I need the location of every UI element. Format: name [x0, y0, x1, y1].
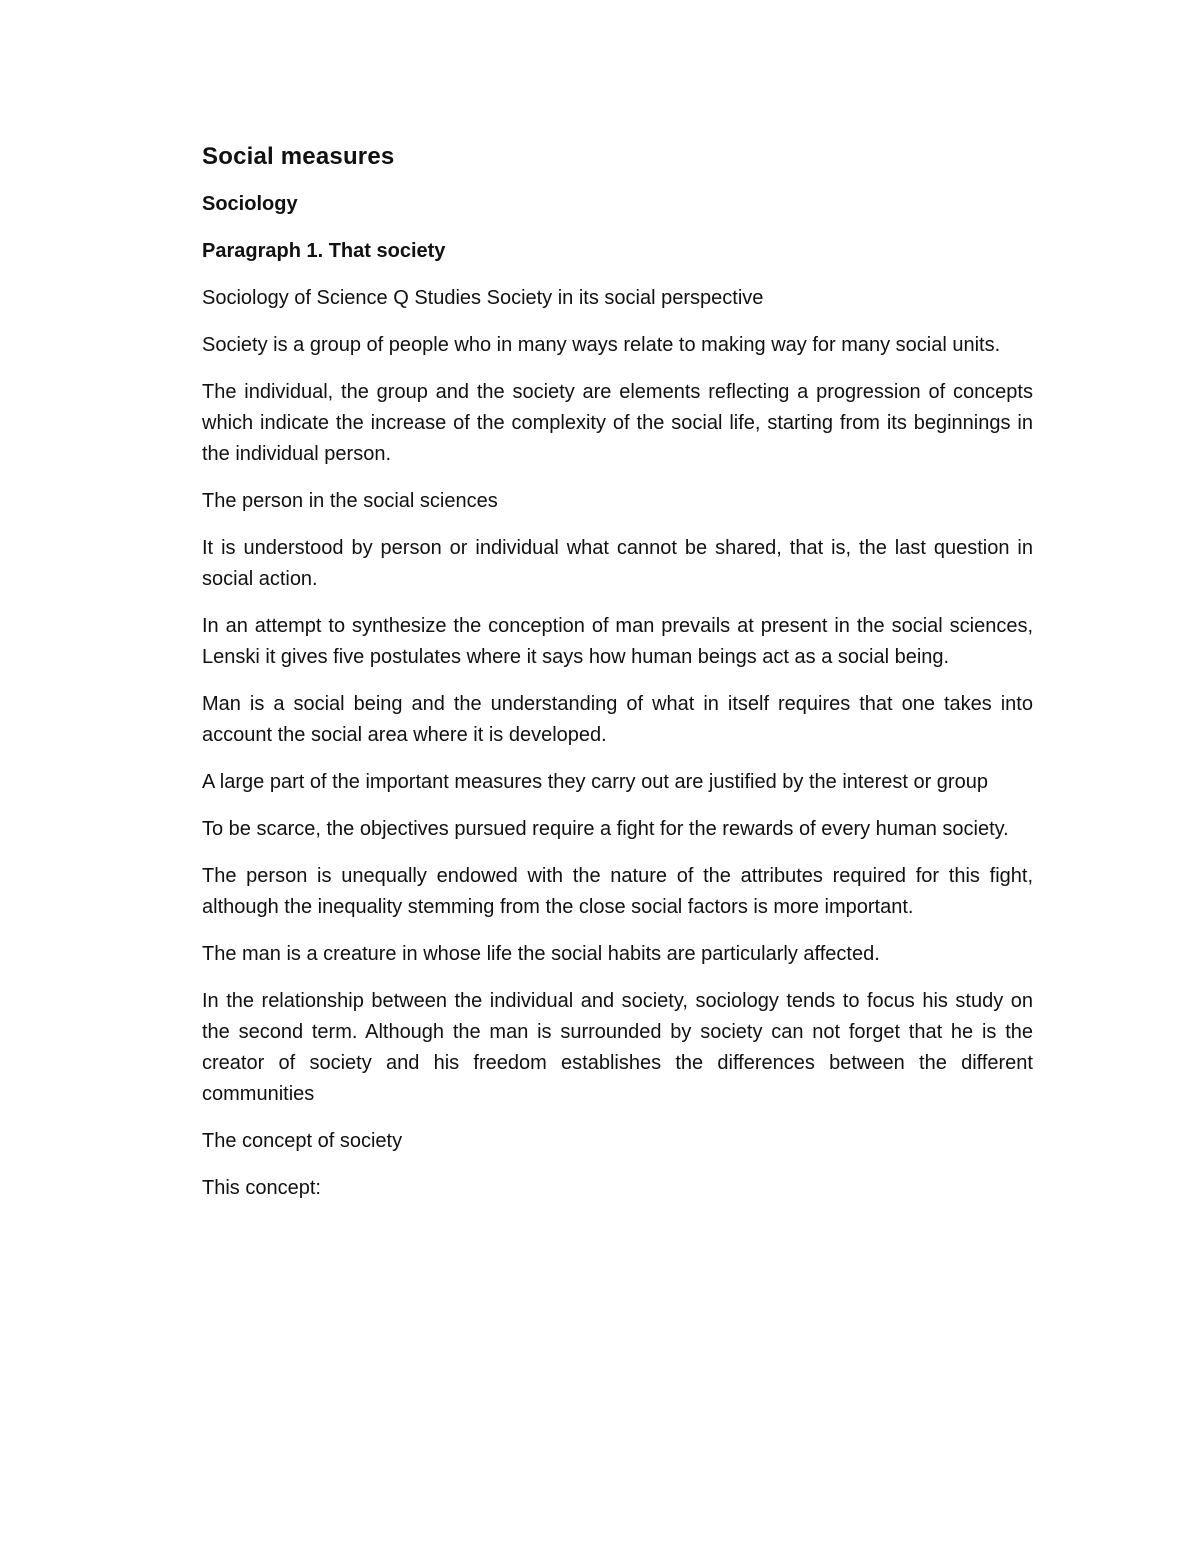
- paragraph: In an attempt to synthesize the conception of man prevails at present in the social sciences, Lenski it gives five postulates where it says how human beings act as a social being.: [202, 615, 1033, 668]
- paragraph: The person is unequally endowed with the nature of the attributes required for this fight, although the inequality stemming from the close social factors is more important.: [202, 865, 1033, 918]
- paragraph: The concept of society: [202, 1130, 403, 1152]
- document-title: Social measures: [202, 143, 395, 170]
- paragraph: In the relationship between the individual and society, sociology tends to focus his study on the second term. Although the man is surrounded by society can not forget that he is the creator of society and his freedom establishes the differences between the different communities: [202, 990, 1033, 1105]
- section-heading: Paragraph 1. That society: [202, 240, 446, 262]
- paragraph: It is understood by person or individual what cannot be shared, that is, the last question in social action.: [202, 537, 1033, 590]
- paragraph: This concept:: [202, 1177, 321, 1199]
- paragraph: Man is a social being and the understanding of what in itself requires that one takes into account the social area where it is developed.: [202, 693, 1033, 746]
- paragraph: A large part of the important measures they carry out are justified by the interest or group: [202, 771, 988, 793]
- subject-heading: Sociology: [202, 193, 298, 215]
- paragraph: The man is a creature in whose life the social habits are particularly affected.: [202, 943, 880, 965]
- paragraph: Society is a group of people who in many ways relate to making way for many social units.: [202, 334, 1001, 356]
- paragraph: Sociology of Science Q Studies Society in its social perspective: [202, 287, 764, 309]
- paragraph: The person in the social sciences: [202, 490, 498, 512]
- document-page: [202, 140, 1033, 1220]
- paragraph: The individual, the group and the society are elements reflecting a progression of concepts which indicate the increase of the complexity of the social life, starting from its beginnings in the individual person.: [202, 381, 1033, 465]
- paragraph: To be scarce, the objectives pursued require a fight for the rewards of every human society.: [202, 818, 1009, 840]
